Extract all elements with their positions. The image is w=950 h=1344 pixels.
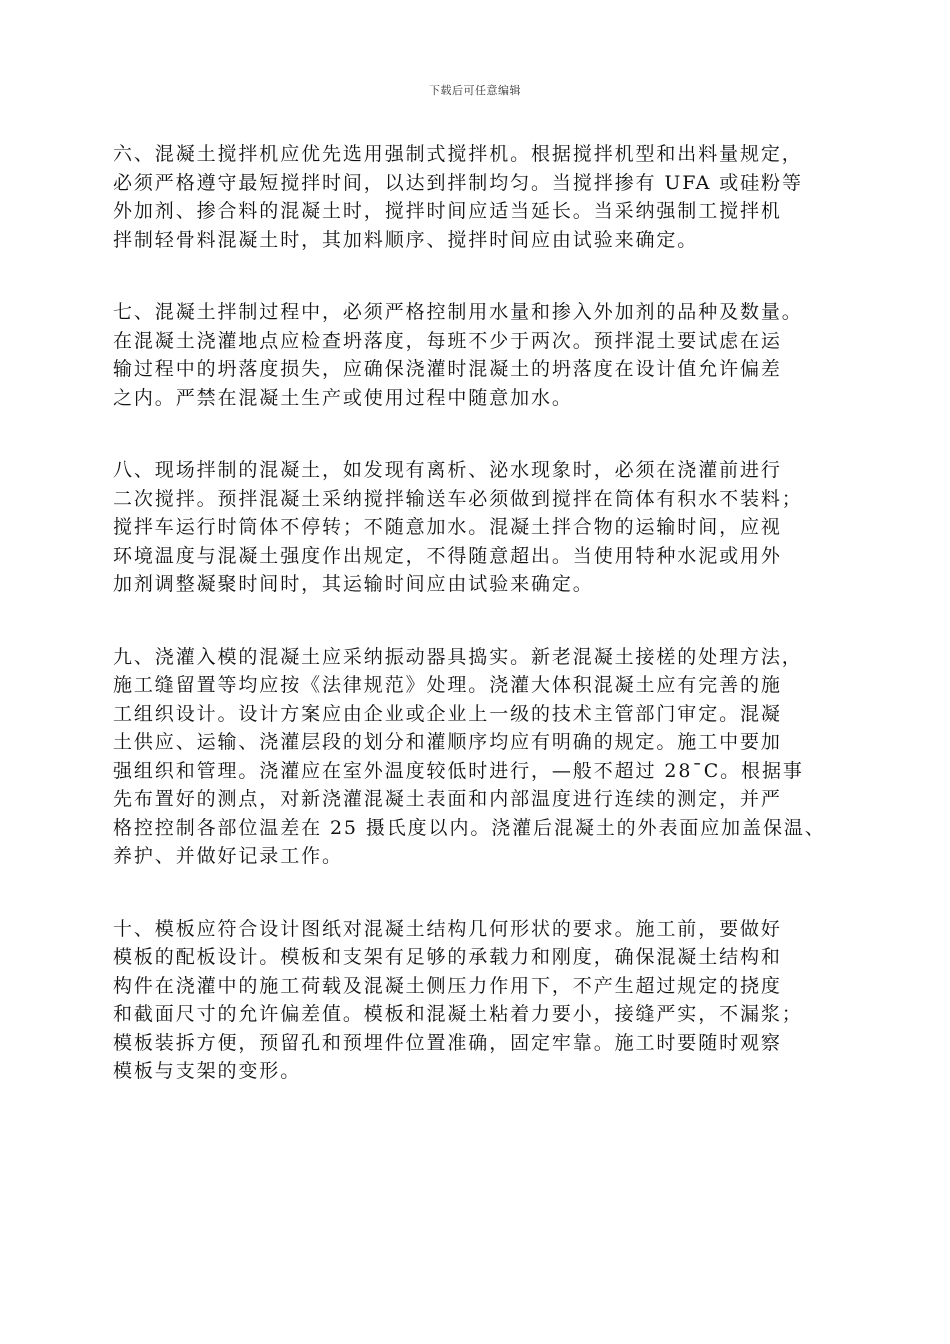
- paragraph-9: [113, 643, 873, 871]
- text-line: 模板与支架的变形。: [113, 1060, 302, 1082]
- text-line: 输过程中的坍落度损失，应确保浇灌时混凝土的坍落度在设计值允许偏差: [113, 358, 782, 380]
- text-line: 二次搅拌。预拌混凝土采纳搅拌输送车必须做到搅拌在筒体有积水不装料；: [113, 487, 803, 510]
- text-line: 六、混凝土搅拌机应优先选用强制式搅拌机。根据搅拌机型和出料量规定，: [113, 143, 803, 165]
- text-line: 强组织和管理。浇灌应在室外温度较低时进行，—般不超过 28¯C。根据事: [113, 759, 804, 782]
- paragraph-8: [113, 456, 873, 599]
- text-line: 和截面尺寸的允许偏差值。模板和混凝土粘着力要小，接缝严实，不漏浆；: [113, 1003, 803, 1025]
- paragraph-10: [113, 915, 873, 1086]
- text-line: 在混凝土浇灌地点应检查坍落度，每班不少于两次。预拌混土要试虑在运: [113, 329, 782, 352]
- document-body: [113, 140, 873, 1130]
- paragraph-7: [113, 298, 873, 412]
- text-line: 之内。严禁在混凝土生产或使用过程中随意加水。: [113, 386, 573, 409]
- paragraph-6: [113, 140, 873, 254]
- text-line: 格控控制各部位温差在 25 摄氏度以内。浇灌后混凝土的外表面应加盖保温、: [113, 816, 826, 839]
- text-line: 模板的配板设计。模板和支架有足够的承载力和刚度，确保混凝土结构和: [113, 946, 782, 968]
- text-line: 先布置好的测点，对新浇灌混凝土表面和内部温度进行连续的测定，并严: [113, 788, 782, 810]
- text-line: 搅拌车运行时筒体不停转；不随意加水。混凝土拌合物的运输时间，应视: [113, 516, 782, 538]
- text-line: 施工缝留置等均应按《法律规范》处理。浇灌大体积混凝土应有完善的施: [113, 674, 782, 696]
- page-header: 下载后可任意编辑: [429, 84, 521, 97]
- text-line: 工组织设计。设计方案应由企业或企业上一级的技术主管部门审定。混凝: [113, 702, 782, 725]
- text-line: 模板装拆方便，预留孔和预埋件位置准确，固定牢靠。施工时要随时观察: [113, 1031, 782, 1054]
- text-line: 拌制轻骨料混凝土时，其加料顺序、搅拌时间应由试验来确定。: [113, 228, 699, 251]
- text-line: 外加剂、掺合料的混凝土时，搅拌时间应适当延长。当采纳强制工搅拌机: [113, 200, 782, 222]
- text-line: 养护、并做好记录工作。: [113, 845, 343, 867]
- text-line: 土供应、运输、浇灌层段的划分和灌顺序均应有明确的规定。施工中要加: [113, 731, 782, 753]
- text-line: 八、现场拌制的混凝土，如发现有离析、泌水现象时，必须在浇灌前进行: [113, 459, 782, 481]
- text-line: 构件在浇灌中的施工荷载及混凝土侧压力作用下，不产生超过规定的挠度: [113, 974, 782, 997]
- text-line: 必须严格遵守最短搅拌时间，以达到拌制均匀。当搅拌掺有 UFA 或硅粉等: [113, 171, 803, 194]
- text-line: 九、浇灌入模的混凝土应采纳振动器具捣实。新老混凝土接槎的处理方法，: [113, 645, 803, 668]
- text-line: 十、模板应符合设计图纸对混凝土结构几何形状的要求。施工前，要做好: [113, 917, 782, 940]
- text-line: 环境温度与混凝土强度作出规定，不得随意超出。当使用特种水泥或用外: [113, 544, 782, 567]
- text-line: 加剂调整凝聚时间时，其运输时间应由试验来确定。: [113, 573, 594, 595]
- text-line: 七、混凝土拌制过程中，必须严格控制用水量和掺入外加剂的品种及数量。: [113, 301, 803, 323]
